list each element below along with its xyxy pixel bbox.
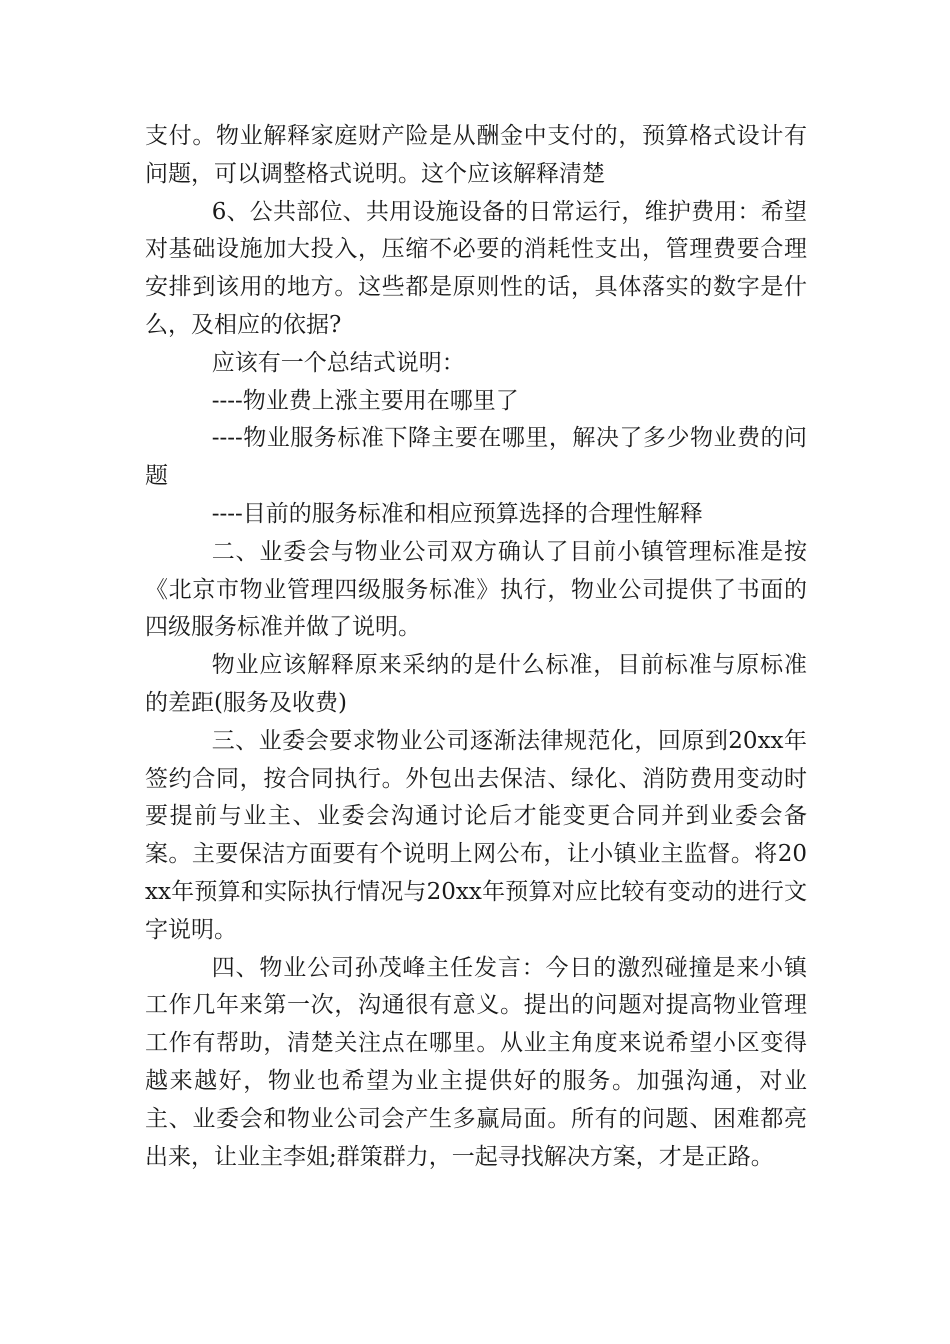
- paragraph-9: 三、业委会要求物业公司逐渐法律规范化，回原到20xx年签约合同，按合同执行。外包出去保洁、绿化、消防费用变动时要提前与业主、业委会沟通讨论后才能变更合同并到业委会备案。主要保洁方面要有个说明上网公布，让小镇业主监督。将20xx年预算和实际执行情况与20xx年预算对应比较有变动的进行文字说明。: [145, 727, 807, 943]
- document-page: [145, 118, 807, 1176]
- paragraph-7: 二、业委会与物业公司双方确认了目前小镇管理标准是按《北京市物业管理四级服务标准》执行，物业公司提供了书面的四级服务标准并做了说明。: [145, 538, 807, 641]
- paragraph-1: 支付。物业解释家庭财产险是从酬金中支付的，预算格式设计有问题，可以调整格式说明。这个应该解释清楚: [145, 123, 807, 187]
- paragraph-5: ----物业服务标准下降主要在哪里，解决了多少物业费的问题: [145, 425, 807, 490]
- paragraph-3: 应该有一个总结式说明：: [211, 349, 465, 376]
- paragraph-10: 四、物业公司孙茂峰主任发言：今日的激烈碰撞是来小镇工作几年来第一次，沟通很有意义。提出的问题对提高物业管理工作有帮助，清楚关注点在哪里。从业主角度来说希望小区变得越来越好，物业也希望为业主提供好的服务。加强沟通，对业主、业委会和物业公司会产生多赢局面。所有的问题、困难都亮出来，让业主李姐;群策群力，一起寻找解决方案，才是正路。: [145, 954, 807, 1170]
- paragraph-8: 物业应该解释原来采纳的是什么标准，目前标准与原标准的差距(服务及收费): [145, 652, 807, 716]
- paragraph-2: 6、公共部位、共用设施设备的日常运行，维护费用：希望对基础设施加大投入，压缩不必要的消耗性支出，管理费要合理安排到该用的地方。这些都是原则性的话，具体落实的数字是什么，及相应的依据?: [145, 198, 807, 338]
- paragraph-6: ----目前的服务标准和相应预算选择的合理性解释: [211, 500, 703, 527]
- paragraph-4: ----物业费上涨主要用在哪里了: [211, 387, 519, 414]
